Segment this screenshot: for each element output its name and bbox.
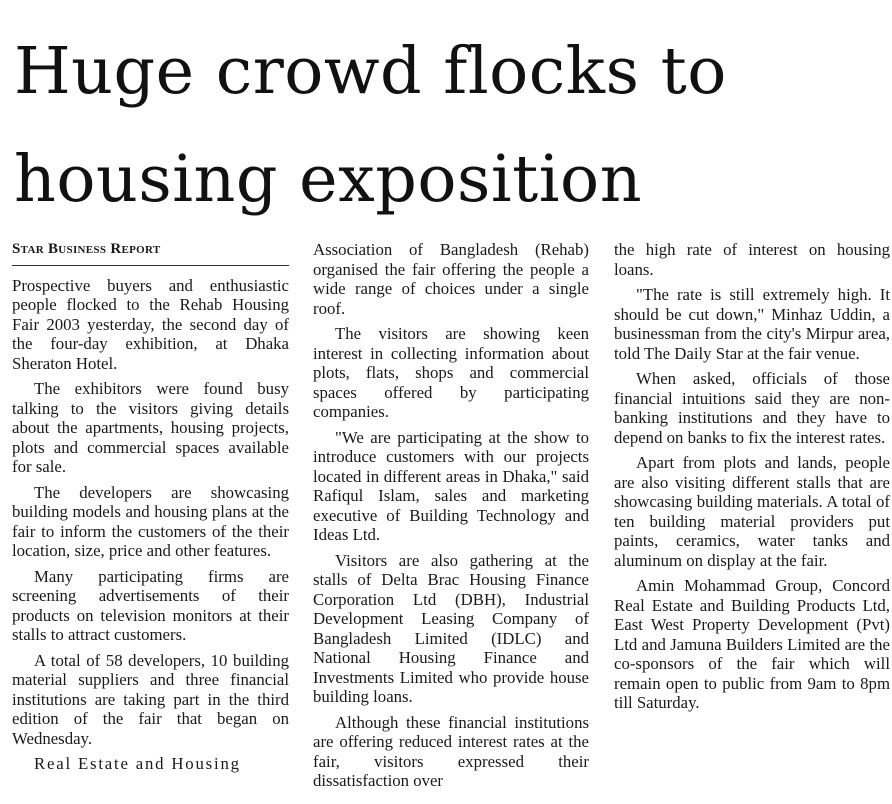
paragraph: Real Estate and Housing: [34, 754, 241, 773]
paragraph: Visitors are also gathering at the stalls of Delta Brac Housing Finance Corporation Ltd (DBH), Industrial Development Leasing Company of Bangladesh Limited (IDLC) and National Housing Finance and Investments Limited who provide house building loans.: [313, 550, 589, 706]
byline: Star Business Report: [12, 238, 289, 266]
column-1: [12, 238, 289, 798]
paragraph: The visitors are showing keen interest in collecting information about plots, flats, shops and commercial spaces offered by participating companies.: [313, 324, 589, 421]
headline: Huge crowd flocks to housing exposition: [14, 34, 727, 217]
paragraph: Prospective buyers and enthusiastic people flocked to the Rehab Housing Fair 2003 yesterday, the second day of the four-day exhibition, at Dhaka Sheraton Hotel.: [12, 275, 289, 373]
paragraph: When asked, officials of those financial intuitions said they are non-banking institutions and they have to depend on banks to fix the interest rates.: [614, 369, 890, 447]
column-3: [614, 240, 890, 800]
column-2: [313, 240, 589, 800]
paragraph: A total of 58 developers, 10 building material suppliers and three financial institutions are taking part in the third edition of the fair that began on Wednesday.: [12, 650, 289, 748]
paragraph: Association of Bangladesh (Rehab) organised the fair offering the people a wide range of choices under a single roof.: [313, 240, 589, 318]
paragraph: The developers are showcasing building models and housing plans at the fair to inform the customers of the their location, size, price and other features.: [12, 482, 289, 560]
paragraph: The exhibitors were found busy talking to the visitors giving details about the apartments, housing projects, plots and commercial spaces available for sale.: [12, 379, 289, 476]
paragraph: Many participating firms are screening advertisements of their products on television monitors at their stalls to attract customers.: [12, 566, 289, 644]
paragraph: Apart from plots and lands, people are also visiting different stalls that are showcasing building materials. A total of ten building material providers put paints, ceramics, water tanks and aluminum on display at the fair.: [614, 453, 890, 570]
paragraph: "We are participating at the show to introduce customers with our projects located in different areas in Dhaka," said Rafiqul Islam, sales and marketing executive of Building Technology and Ideas Ltd.: [313, 427, 589, 544]
paragraph: Although these financial institutions are offering reduced interest rates at the fair, visitors expressed their dissatisfaction over: [313, 712, 589, 790]
paragraph: the high rate of interest on housing loans.: [614, 240, 890, 279]
paragraph: "The rate is still extremely high. It should be cut down," Minhaz Uddin, a businessman from the city's Mirpur area, told The Daily Star at the fair venue.: [614, 285, 890, 363]
paragraph: Amin Mohammad Group, Concord Real Estate and Building Products Ltd, East West Property Development (Pvt) Ltd and Jamuna Builders Limited are the co-sponsors of the fair which will remain open to public from 9am to 8pm till Saturday.: [614, 576, 890, 712]
